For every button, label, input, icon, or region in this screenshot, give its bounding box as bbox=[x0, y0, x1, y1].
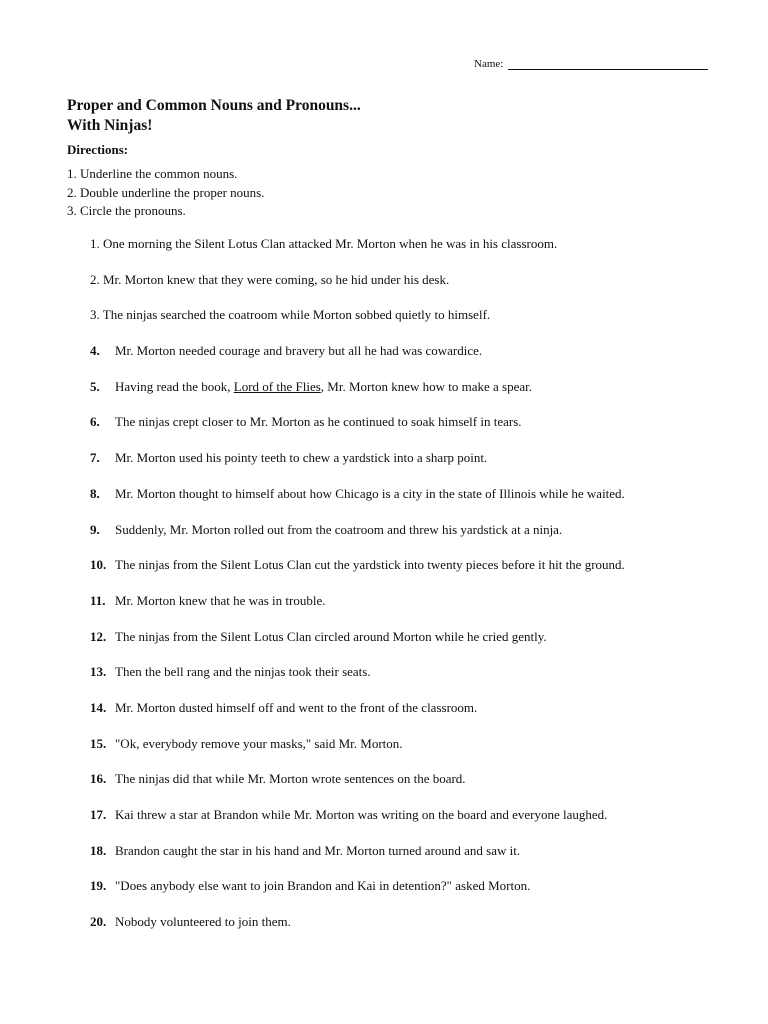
sentence-item bbox=[90, 557, 625, 593]
sentence-number: 13. bbox=[90, 664, 107, 680]
sentence-number: 14. bbox=[90, 699, 107, 715]
sentence-item bbox=[90, 593, 625, 629]
sentence-text: The ninjas from the Silent Lotus Clan circled around Morton while he cried gently. bbox=[115, 628, 547, 644]
sentence-number: 7. bbox=[90, 450, 100, 466]
sentence-text: Mr. Morton needed courage and bravery but all he had was cowardice. bbox=[115, 343, 483, 359]
sentence-text: Mr. Morton knew that they were coming, so he hid under his desk. bbox=[103, 271, 450, 287]
sentence-number: 18. bbox=[90, 842, 107, 858]
title-line-2: With Ninjas! bbox=[67, 117, 153, 134]
sentence-text: Mr. Morton dusted himself off and went to the front of the classroom. bbox=[115, 699, 478, 715]
sentence-number: 8. bbox=[90, 485, 100, 501]
sentence-text: Nobody volunteered to join them. bbox=[115, 914, 291, 930]
sentence-number: 12. bbox=[90, 628, 107, 644]
sentence-item bbox=[90, 272, 625, 308]
sentence-item bbox=[90, 236, 625, 272]
title-line-1: Proper and Common Nouns and Pronouns... bbox=[67, 97, 361, 114]
direction-item: 1. Underline the common nouns. bbox=[67, 166, 238, 181]
sentence-text: Brandon caught the star in his hand and Mr. Morton turned around and saw it. bbox=[115, 842, 521, 858]
sentence-text: One morning the Silent Lotus Clan attacked Mr. Morton when he was in his classroom. bbox=[103, 236, 558, 251]
sentence-number: 2. bbox=[90, 271, 100, 287]
sentence-item bbox=[90, 878, 625, 914]
sentence-item bbox=[90, 343, 625, 379]
sentence-text-before: Having read the book, bbox=[115, 378, 234, 394]
sentence-text: Mr. Morton used his pointy teeth to chew a yardstick into a sharp point. bbox=[115, 450, 488, 466]
sentence-item bbox=[90, 914, 625, 950]
sentence-text: Then the bell rang and the ninjas took their seats. bbox=[115, 664, 371, 680]
sentence-number: 1. bbox=[90, 236, 100, 251]
book-title: Lord of the Flies bbox=[233, 378, 321, 394]
sentence-text: Suddenly, Mr. Morton rolled out from the coatroom and threw his yardstick at a ninja. bbox=[115, 521, 563, 537]
sentence-item bbox=[90, 807, 625, 843]
sentence-number: 15. bbox=[90, 735, 107, 751]
sentence-number: 3. bbox=[90, 307, 100, 323]
sentence-item bbox=[90, 700, 625, 736]
sentence-item bbox=[90, 379, 625, 415]
sentence-text: The ninjas from the Silent Lotus Clan cut the yardstick into twenty pieces before it hit the ground. bbox=[115, 557, 625, 573]
sentence-number: 9. bbox=[90, 521, 100, 537]
name-field bbox=[474, 58, 708, 70]
name-blank-line[interactable] bbox=[508, 58, 708, 70]
sentence-item bbox=[90, 771, 625, 807]
sentence-number: 20. bbox=[90, 914, 107, 930]
sentence-number: 11. bbox=[90, 592, 106, 608]
sentence-item bbox=[90, 843, 625, 879]
sentence-number: 17. bbox=[90, 807, 107, 822]
sentence-number: 4. bbox=[90, 343, 100, 359]
sentence-item bbox=[90, 450, 625, 486]
directions-heading: Directions: bbox=[67, 142, 129, 157]
sentence-text: The ninjas did that while Mr. Morton wrote sentences on the board. bbox=[115, 771, 466, 787]
sentence-item bbox=[90, 736, 625, 772]
sentence-item bbox=[90, 522, 625, 558]
sentence-text: Kai threw a star at Brandon while Mr. Morton was writing on the board and everyone laughed. bbox=[115, 807, 608, 822]
sentence-number: 6. bbox=[90, 414, 100, 430]
sentence-number: 5. bbox=[90, 378, 100, 394]
sentence-list bbox=[90, 236, 625, 950]
sentence-number: 10. bbox=[90, 557, 107, 573]
name-label: Name: bbox=[474, 58, 504, 70]
sentence-item bbox=[90, 414, 625, 450]
sentence-text: "Does anybody else want to join Brandon and Kai in detention?" asked Morton. bbox=[115, 878, 531, 894]
sentence-text: The ninjas searched the coatroom while Morton sobbed quietly to himself. bbox=[102, 307, 491, 323]
sentence-number: 16. bbox=[90, 771, 107, 787]
sentence-text: The ninjas crept closer to Mr. Morton as he continued to soak himself in tears. bbox=[115, 414, 522, 430]
sentence-item bbox=[90, 486, 625, 522]
sentence-item bbox=[90, 629, 625, 665]
direction-item: 2. Double underline the proper nouns. bbox=[67, 184, 265, 200]
directions-list bbox=[67, 165, 264, 221]
sentence-text: Mr. Morton thought to himself about how Chicago is a city in the state of Illinois while he waited. bbox=[115, 485, 625, 501]
sentence-text: Mr. Morton knew that he was in trouble. bbox=[115, 592, 326, 608]
worksheet-title bbox=[67, 96, 361, 136]
sentence-text: "Ok, everybody remove your masks," said Mr. Morton. bbox=[115, 735, 403, 751]
sentence-item bbox=[90, 664, 625, 700]
sentence-item bbox=[90, 307, 625, 343]
direction-item: 3. Circle the pronouns. bbox=[67, 203, 186, 218]
sentence-text-after: , Mr. Morton knew how to make a spear. bbox=[320, 378, 533, 394]
sentence-number: 19. bbox=[90, 878, 107, 894]
